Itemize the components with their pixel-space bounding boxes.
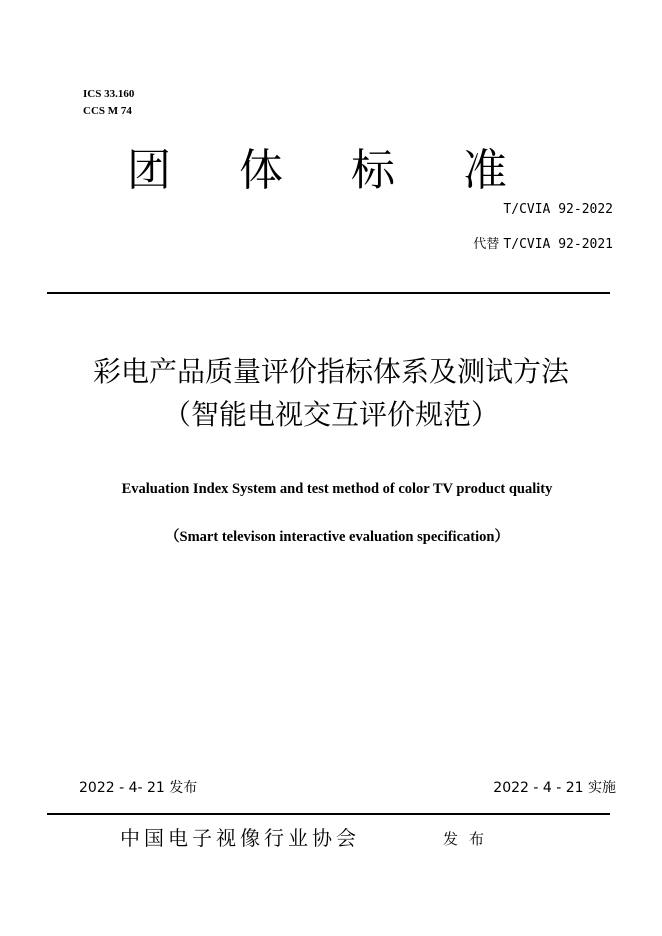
standard-number: T/CVIA 92-2022 <box>503 202 613 217</box>
document-type-heading <box>127 143 507 199</box>
chinese-subtitle: （智能电视交互评价规范） <box>162 398 499 431</box>
replaces-prefix: 代替 <box>473 237 500 252</box>
publisher-name: 中国电子视像行业协会 <box>120 826 360 850</box>
bottom-divider <box>47 813 610 815</box>
ics-code: ICS 33.160 <box>83 88 135 100</box>
doc-type-char: 准 <box>463 145 507 196</box>
publish-label: 发布 <box>443 830 496 848</box>
replaces-number: T/CVIA 92-2021 <box>503 237 613 252</box>
doc-type-char: 团 <box>127 145 171 196</box>
replaces-standard <box>473 237 613 253</box>
top-divider <box>47 292 610 294</box>
chinese-title: 彩电产品质量评价指标体系及测试方法 <box>92 355 569 388</box>
doc-type-char: 标 <box>351 145 395 196</box>
issue-date: 2022 - 4- 21 发布 <box>79 780 198 796</box>
doc-type-char: 体 <box>239 145 283 196</box>
english-subtitle: （Smart televison interactive evaluation specification） <box>165 529 509 545</box>
implementation-date: 2022 - 4 - 21 实施 <box>493 780 616 796</box>
english-title: Evaluation Index System and test method of color TV product quality <box>121 481 553 497</box>
ccs-code: CCS M 74 <box>83 105 132 117</box>
